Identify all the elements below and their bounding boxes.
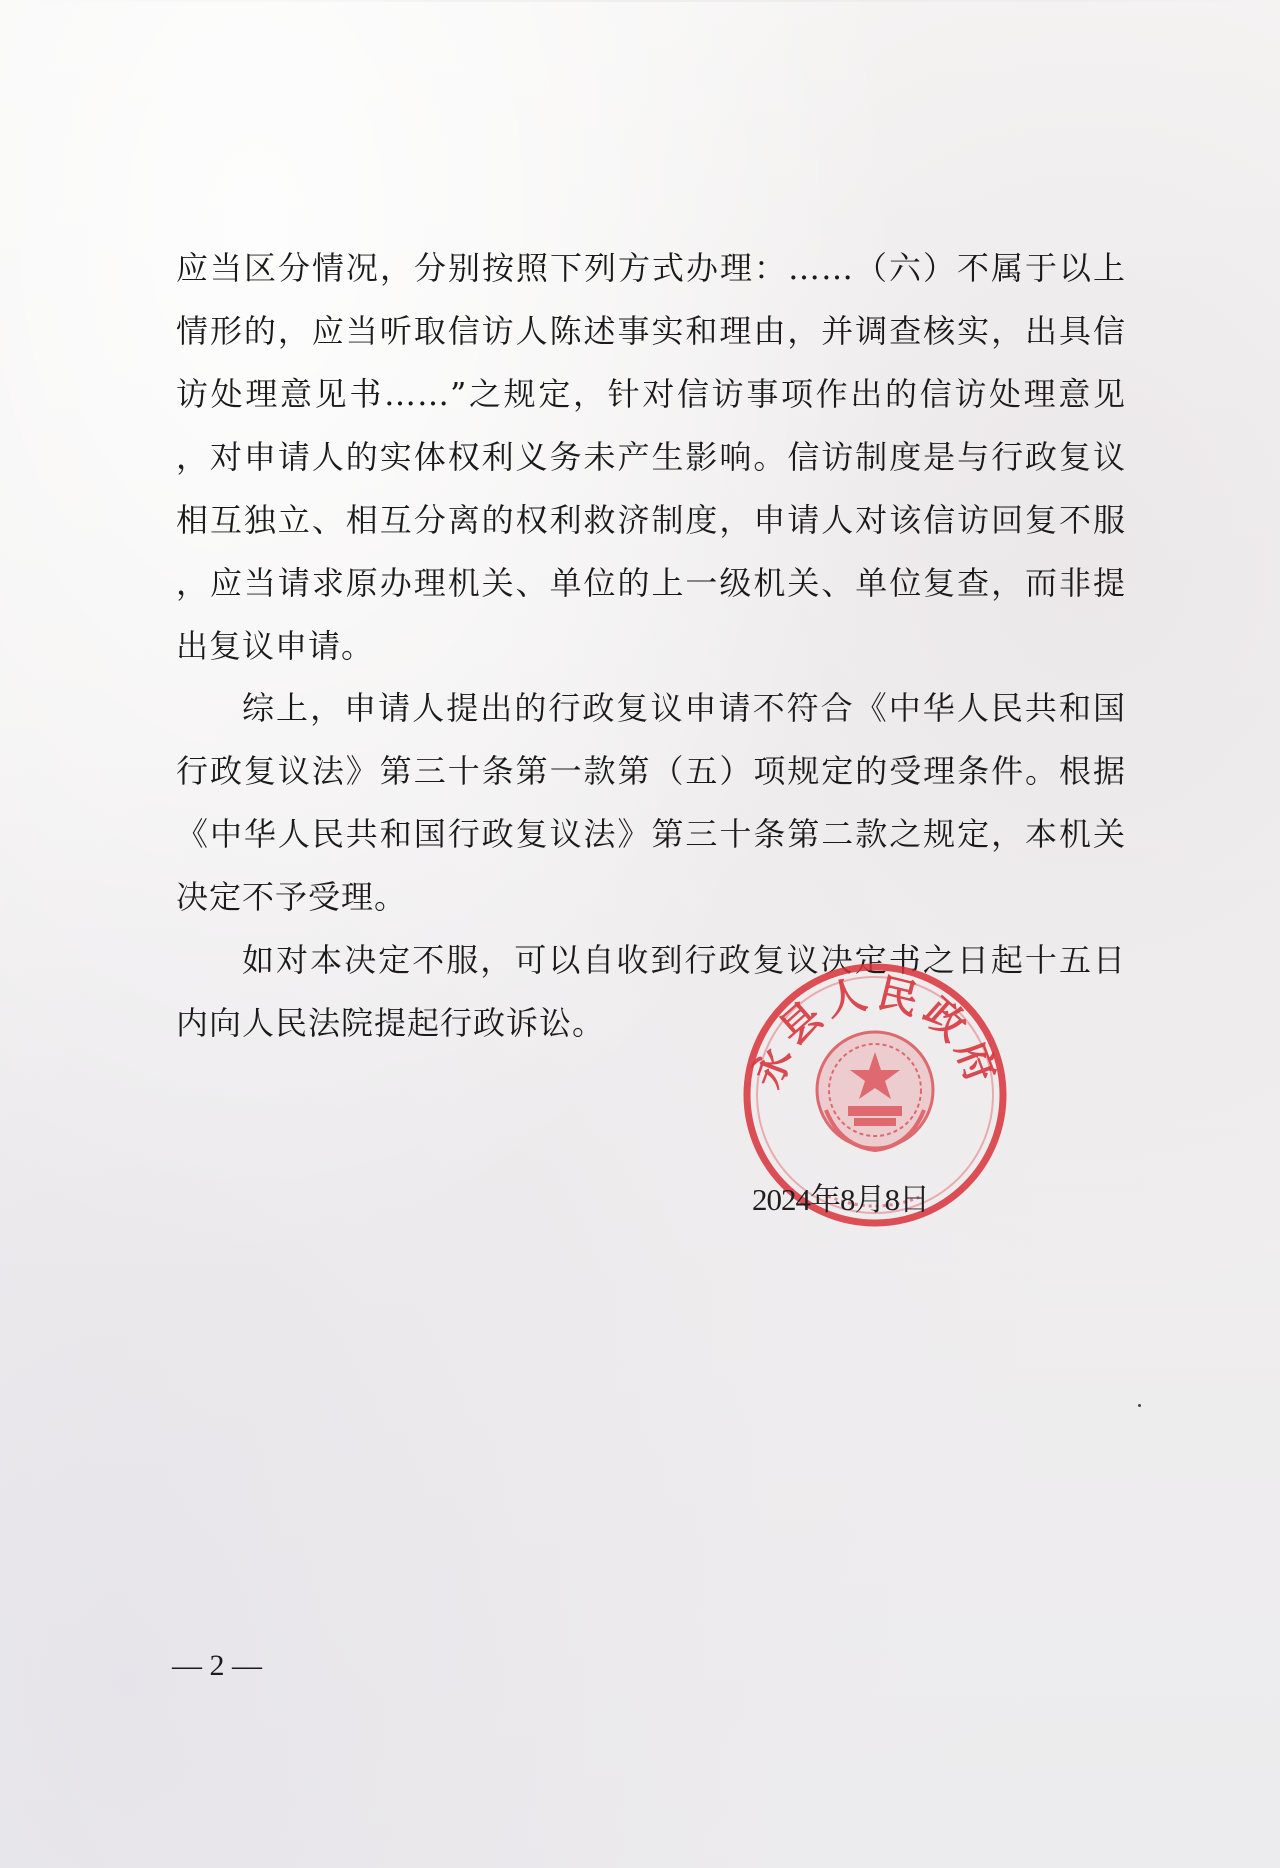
seal-text: 永县人民政府 [743, 969, 1007, 1095]
body-line-1: 应当区分情况，分别按照下列方式办理：……（六）不属于以上 [176, 249, 1126, 287]
body-line-12: 如对本决定不服，可以自收到行政复议决定书之日起十五日 [242, 941, 1126, 979]
body-line-6: ，应当请求原办理机关、单位的上一级机关、单位复查，而非提 [176, 564, 1126, 602]
paper-crease [0, 0, 1280, 2]
body-line-5: 相互独立、相互分离的权利救济制度，申请人对该信访回复不服 [176, 501, 1126, 539]
body-line-7: 出复议申请。 [176, 627, 375, 665]
document-date: 2024年8月8日 [752, 1182, 929, 1217]
body-line-10: 《中华人民共和国行政复议法》第三十条第二款之规定，本机关 [176, 815, 1126, 853]
body-line-3: 访处理意见书……”之规定，针对信访事项作出的信访处理意见 [176, 375, 1126, 413]
page-number: — 2 — [172, 1649, 262, 1682]
body-line-13: 内向人民法院提起行政诉讼。 [176, 1004, 606, 1042]
body-line-2: 情形的，应当听取信访人陈述事实和理由，并调查核实，出具信 [176, 312, 1126, 350]
body-line-9: 行政复议法》第三十条第一款第（五）项规定的受理条件。根据 [176, 752, 1126, 790]
body-line-4: ，对申请人的实体权利义务未产生影响。信访制度是与行政复议 [176, 438, 1126, 476]
body-line-11: 决定不予受理。 [176, 878, 408, 916]
body-line-8: 综上，申请人提出的行政复议申请不符合《中华人民共和国 [242, 689, 1126, 727]
national-emblem-icon [817, 1032, 933, 1150]
paper-speck [1138, 1404, 1141, 1407]
